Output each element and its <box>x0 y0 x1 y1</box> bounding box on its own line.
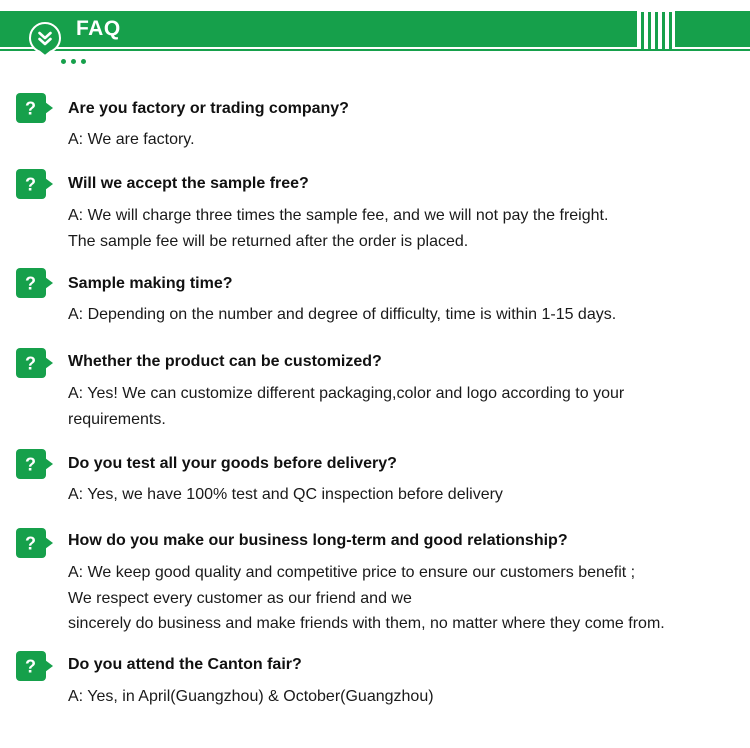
faq-question: Will we accept the sample free? <box>68 175 309 192</box>
faq-question: How do you make our business long-term and good relationship? <box>68 532 568 549</box>
question-mark-icon <box>16 93 53 123</box>
header-underline <box>0 49 750 51</box>
question-mark-icon <box>16 651 53 681</box>
header-stripe <box>648 12 651 50</box>
svg-text:?: ? <box>25 174 36 195</box>
header-stripe <box>662 12 665 50</box>
chevron-down-double-icon <box>29 22 61 56</box>
faq-answer-line: A: Yes! We can customize different packaging,color and logo according to your <box>68 385 625 402</box>
svg-text:?: ? <box>25 454 36 475</box>
svg-text:?: ? <box>25 98 36 119</box>
faq-answer-line: A: We will charge three times the sample fee, and we will not pay the freight. <box>68 207 609 224</box>
faq-answer-line: The sample fee will be returned after the order is placed. <box>68 232 469 250</box>
question-mark-icon <box>16 528 53 558</box>
faq-answer-line: requirements. <box>68 410 166 428</box>
faq-question: Do you attend the Canton fair? <box>68 656 302 673</box>
svg-text:?: ? <box>25 533 36 554</box>
faq-question: Whether the product can be customized? <box>68 353 382 370</box>
question-mark-icon <box>16 169 53 199</box>
header-stripe <box>641 12 644 50</box>
header-stripe <box>669 12 672 50</box>
faq-question: Do you test all your goods before delivery? <box>68 455 397 472</box>
decor-dot <box>61 59 66 64</box>
question-mark-icon <box>16 268 53 298</box>
svg-text:?: ? <box>25 273 36 294</box>
question-mark-icon <box>16 449 53 479</box>
faq-answer-line: A: Yes, in April(Guangzhou) & October(Guangzhou) <box>68 688 434 705</box>
faq-answer-line: A: Depending on the number and degree of difficulty, time is within 1-15 days. <box>68 306 617 323</box>
decor-dot <box>81 59 86 64</box>
header-stripe <box>655 12 658 50</box>
faq-answer-line: sincerely do business and make friends with them, no matter where they come from. <box>68 615 665 632</box>
faq-question: Sample making time? <box>68 275 233 292</box>
faq-answer-line: We respect every customer as our friend and we <box>68 589 412 607</box>
faq-question: Are you factory or trading company? <box>68 100 349 117</box>
svg-text:?: ? <box>25 656 36 677</box>
svg-text:?: ? <box>25 353 36 374</box>
faq-answer-line: A: Yes, we have 100% test and QC inspection before delivery <box>68 486 503 503</box>
faq-answer-line: A: We are factory. <box>68 131 195 148</box>
question-mark-icon <box>16 348 53 378</box>
decor-dot <box>71 59 76 64</box>
faq-answer-line: A: We keep good quality and competitive price to ensure our customers benefit ; <box>68 564 636 581</box>
page-title: FAQ <box>76 17 121 40</box>
